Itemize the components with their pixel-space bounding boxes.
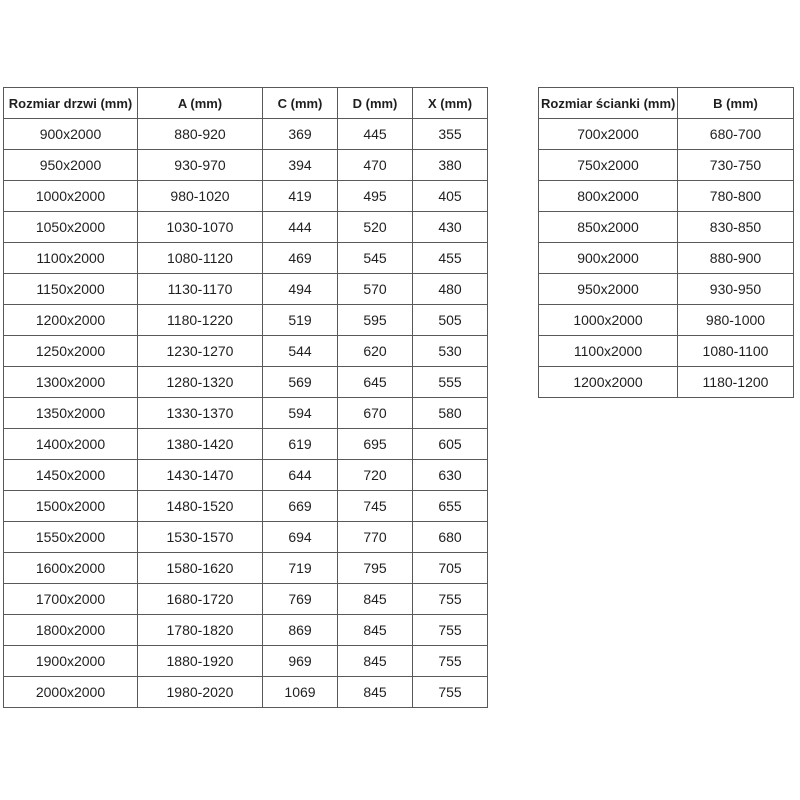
table-cell: 1180-1200 — [678, 367, 794, 398]
table-cell: 795 — [338, 553, 413, 584]
table-cell: 1130-1170 — [138, 274, 263, 305]
table-cell: 519 — [263, 305, 338, 336]
table-cell: 694 — [263, 522, 338, 553]
door-sizes-table — [3, 87, 488, 708]
table-cell: 1230-1270 — [138, 336, 263, 367]
table-row — [4, 615, 488, 646]
table-cell: 480 — [413, 274, 488, 305]
table-cell: 570 — [338, 274, 413, 305]
table-cell: 580 — [413, 398, 488, 429]
table-cell: 1380-1420 — [138, 429, 263, 460]
table-cell: 1780-1820 — [138, 615, 263, 646]
table-row — [539, 243, 794, 274]
table-cell: 670 — [338, 398, 413, 429]
table-row — [4, 460, 488, 491]
table-cell: 394 — [263, 150, 338, 181]
table-cell: 705 — [413, 553, 488, 584]
table-cell: 750x2000 — [539, 150, 678, 181]
table-cell: 1400x2000 — [4, 429, 138, 460]
door-table-header — [4, 88, 488, 119]
table-cell: 930-970 — [138, 150, 263, 181]
table-cell: 730-750 — [678, 150, 794, 181]
table-cell: 1080-1100 — [678, 336, 794, 367]
table-cell: 950x2000 — [4, 150, 138, 181]
table-cell: 869 — [263, 615, 338, 646]
table-cell: 1480-1520 — [138, 491, 263, 522]
table-cell: 720 — [338, 460, 413, 491]
table-cell: 419 — [263, 181, 338, 212]
table-cell: 695 — [338, 429, 413, 460]
column-header: Rozmiar ścianki (mm) — [539, 88, 678, 119]
table-row — [4, 584, 488, 615]
table-cell: 495 — [338, 181, 413, 212]
table-row — [4, 305, 488, 336]
table-row — [4, 367, 488, 398]
table-cell: 1080-1120 — [138, 243, 263, 274]
table-cell: 494 — [263, 274, 338, 305]
table-cell: 930-950 — [678, 274, 794, 305]
table-cell: 1100x2000 — [4, 243, 138, 274]
table-cell: 555 — [413, 367, 488, 398]
table-cell: 755 — [413, 615, 488, 646]
table-cell: 669 — [263, 491, 338, 522]
wall-sizes-header-row — [539, 88, 794, 119]
table-row — [539, 212, 794, 243]
table-cell: 630 — [413, 460, 488, 491]
table-cell: 845 — [338, 677, 413, 708]
table-cell: 645 — [338, 367, 413, 398]
table-cell: 1900x2000 — [4, 646, 138, 677]
table-row — [4, 181, 488, 212]
table-cell: 745 — [338, 491, 413, 522]
table-cell: 430 — [413, 212, 488, 243]
table-cell: 544 — [263, 336, 338, 367]
table-cell: 405 — [413, 181, 488, 212]
table-cell: 545 — [338, 243, 413, 274]
table-cell: 1500x2000 — [4, 491, 138, 522]
column-header: X (mm) — [413, 88, 488, 119]
table-cell: 830-850 — [678, 212, 794, 243]
table-cell: 1069 — [263, 677, 338, 708]
table-cell: 644 — [263, 460, 338, 491]
table-cell: 770 — [338, 522, 413, 553]
table-cell: 880-920 — [138, 119, 263, 150]
table-cell: 900x2000 — [4, 119, 138, 150]
table-row — [4, 243, 488, 274]
table-cell: 594 — [263, 398, 338, 429]
door-table-body — [4, 119, 488, 708]
table-cell: 1180-1220 — [138, 305, 263, 336]
table-row — [539, 305, 794, 336]
column-header: C (mm) — [263, 88, 338, 119]
table-row — [539, 181, 794, 212]
table-cell: 880-900 — [678, 243, 794, 274]
table-cell: 1250x2000 — [4, 336, 138, 367]
table-cell: 780-800 — [678, 181, 794, 212]
table-cell: 1300x2000 — [4, 367, 138, 398]
wall-sizes-table — [538, 87, 794, 398]
table-cell: 530 — [413, 336, 488, 367]
table-cell: 1600x2000 — [4, 553, 138, 584]
table-row — [539, 367, 794, 398]
table-cell: 969 — [263, 646, 338, 677]
table-cell: 1430-1470 — [138, 460, 263, 491]
table-cell: 1200x2000 — [4, 305, 138, 336]
column-header: A (mm) — [138, 88, 263, 119]
table-row — [4, 150, 488, 181]
table-row — [539, 336, 794, 367]
table-cell: 1680-1720 — [138, 584, 263, 615]
table-cell: 569 — [263, 367, 338, 398]
table-cell: 655 — [413, 491, 488, 522]
table-cell: 455 — [413, 243, 488, 274]
table-cell: 1350x2000 — [4, 398, 138, 429]
table-row — [4, 677, 488, 708]
table-cell: 680 — [413, 522, 488, 553]
table-cell: 1880-1920 — [138, 646, 263, 677]
table-cell: 719 — [263, 553, 338, 584]
table-row — [4, 491, 488, 522]
table-row — [539, 119, 794, 150]
table-cell: 845 — [338, 646, 413, 677]
table-row — [4, 646, 488, 677]
table-cell: 1700x2000 — [4, 584, 138, 615]
door-sizes-header-row — [4, 88, 488, 119]
table-cell: 900x2000 — [539, 243, 678, 274]
wall-table-body — [539, 119, 794, 398]
column-header: Rozmiar drzwi (mm) — [4, 88, 138, 119]
table-row — [539, 274, 794, 305]
table-cell: 445 — [338, 119, 413, 150]
table-cell: 1000x2000 — [539, 305, 678, 336]
table-cell: 1550x2000 — [4, 522, 138, 553]
table-cell: 980-1020 — [138, 181, 263, 212]
table-cell: 769 — [263, 584, 338, 615]
table-cell: 1050x2000 — [4, 212, 138, 243]
table-cell: 1330-1370 — [138, 398, 263, 429]
table-cell: 444 — [263, 212, 338, 243]
table-cell: 605 — [413, 429, 488, 460]
table-cell: 619 — [263, 429, 338, 460]
table-cell: 1100x2000 — [539, 336, 678, 367]
table-cell: 1200x2000 — [539, 367, 678, 398]
table-cell: 620 — [338, 336, 413, 367]
table-cell: 369 — [263, 119, 338, 150]
table-cell: 1580-1620 — [138, 553, 263, 584]
table-cell: 800x2000 — [539, 181, 678, 212]
table-cell: 595 — [338, 305, 413, 336]
table-cell: 755 — [413, 584, 488, 615]
table-cell: 755 — [413, 677, 488, 708]
table-cell: 845 — [338, 615, 413, 646]
table-cell: 505 — [413, 305, 488, 336]
table-cell: 1530-1570 — [138, 522, 263, 553]
table-cell: 1150x2000 — [4, 274, 138, 305]
wall-table-header — [539, 88, 794, 119]
table-row — [4, 119, 488, 150]
column-header: D (mm) — [338, 88, 413, 119]
table-cell: 1450x2000 — [4, 460, 138, 491]
table-cell: 755 — [413, 646, 488, 677]
table-cell: 520 — [338, 212, 413, 243]
table-cell: 380 — [413, 150, 488, 181]
table-cell: 950x2000 — [539, 274, 678, 305]
table-cell: 355 — [413, 119, 488, 150]
table-cell: 1980-2020 — [138, 677, 263, 708]
table-cell: 1030-1070 — [138, 212, 263, 243]
table-row — [4, 398, 488, 429]
table-row — [4, 212, 488, 243]
table-cell: 470 — [338, 150, 413, 181]
table-cell: 1000x2000 — [4, 181, 138, 212]
table-cell: 1800x2000 — [4, 615, 138, 646]
table-cell: 850x2000 — [539, 212, 678, 243]
table-row — [4, 274, 488, 305]
column-header: B (mm) — [678, 88, 794, 119]
table-row — [4, 522, 488, 553]
table-cell: 2000x2000 — [4, 677, 138, 708]
table-cell: 980-1000 — [678, 305, 794, 336]
table-cell: 1280-1320 — [138, 367, 263, 398]
table-row — [4, 553, 488, 584]
table-row — [4, 429, 488, 460]
table-cell: 700x2000 — [539, 119, 678, 150]
table-row — [539, 150, 794, 181]
table-cell: 845 — [338, 584, 413, 615]
table-row — [4, 336, 488, 367]
table-cell: 680-700 — [678, 119, 794, 150]
table-cell: 469 — [263, 243, 338, 274]
